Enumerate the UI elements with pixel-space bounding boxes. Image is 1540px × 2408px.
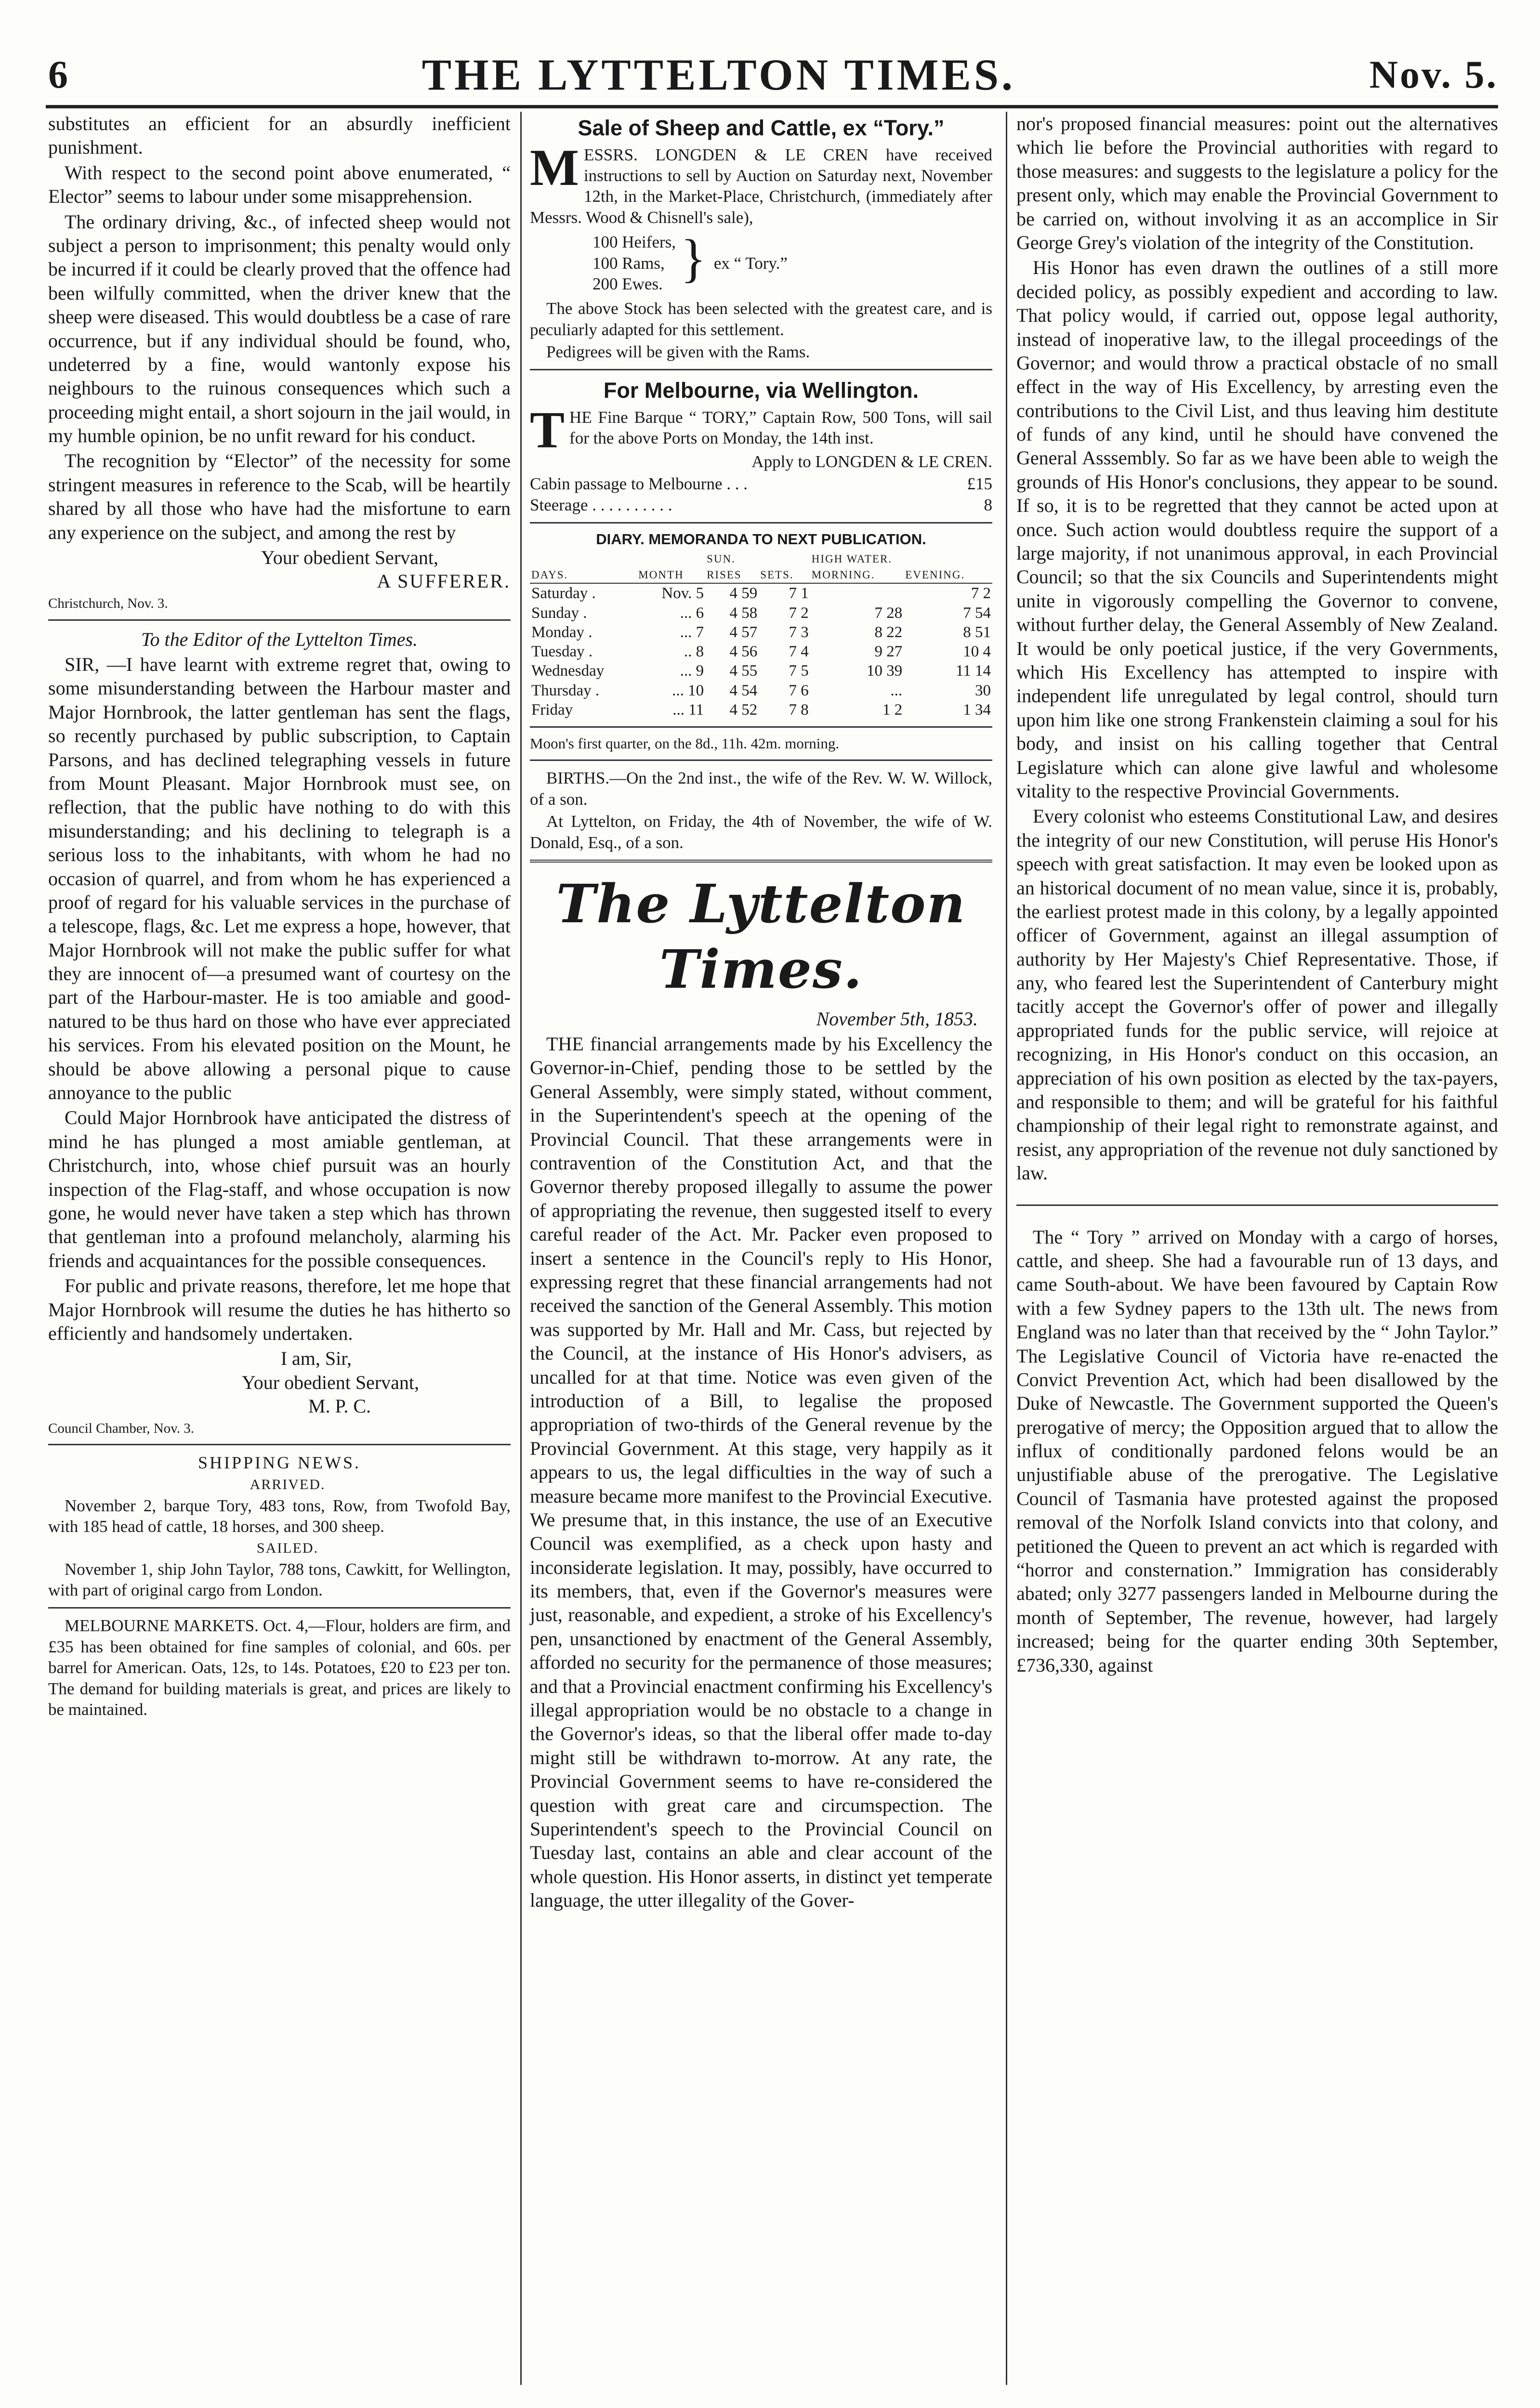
- diary-cell: Friday: [531, 701, 573, 719]
- diary-cell: 4 58: [729, 604, 758, 622]
- arrived-text: November 2, barque Tory, 483 tons, Row, from Twofold Bay, with 185 head of cattle, 18 horses, and 300 sheep.: [48, 1496, 511, 1536]
- diary-cell: 1 34: [963, 701, 991, 719]
- diary-cell: ... 7: [680, 623, 704, 641]
- moon-note: Moon's first quarter, on the 8d., 11h. 42m. morning.: [530, 735, 840, 752]
- diary-cell: 7 8: [789, 701, 809, 719]
- diary-cell: 10 4: [963, 643, 991, 661]
- sailed-text: November 1, ship John Taylor, 788 tons, Cawkitt, for Wellington, with part of original cargo from London.: [48, 1559, 511, 1600]
- column-divider: [1006, 112, 1007, 2385]
- brace-glyph: }: [681, 229, 706, 288]
- diary-cell: 8 51: [963, 623, 991, 641]
- melbourne-dropcap: T: [530, 402, 565, 459]
- diary-cell: [810, 583, 904, 603]
- diary: [530, 530, 992, 753]
- diary-cell: 7 1: [789, 585, 809, 602]
- diary-cell: 1 2: [882, 701, 903, 719]
- editorial-date: November 5th, 1853.: [816, 1008, 978, 1030]
- diary-header: SETS.: [759, 567, 810, 583]
- diary-cell: 11 14: [955, 662, 991, 680]
- diary-table: [530, 551, 992, 720]
- diary-cell: Monday .: [531, 623, 592, 641]
- sale-heading: Sale of Sheep and Cattle, ex “Tory.”: [578, 116, 945, 140]
- diary-header: MONTH: [637, 567, 705, 583]
- masthead: [48, 46, 1498, 104]
- editorial-paragraph: His Honor has even drawn the outlines of a still more decided policy, as possibly expedient and according to law. That policy would, if carried out, oppose legal authority, instead of inoperative law, to the illegal proceedings of the Governor; and would throw a practical obstacle of no small effect in the way of His Excellency, by arresting even the contributions to the Civil List, and thus leaving him destitute of funds of any kind, until he should have convened the General Asssembly. So far as we have been able to weigh the grounds of His Honor's conclusions, they appear to be sound. If so, it is to be regretted that they cannot be acted upon at once. Such action would doubtless require the support of a large majority, if not unanimous approval, in each Provincial Council; so that the six Councils and Superintendents might unite in vigorously compelling the Governor to convene, without further delay, the General Assembly of New Zealand. It would be only poetical justice, if the very Governments, which His Excellency has attempted to inspire with independent life unregulated by legal control, should turn upon him like one strong Frankenstein claiming a soul for his body, and insist on his calling together that Central Legislature which can alone give lawful and wholesome vitality to the respective Provincial Governments.: [1016, 257, 1498, 802]
- letter-place: Christchurch, Nov. 3.: [48, 595, 168, 611]
- section-rule: [530, 522, 992, 523]
- arrived-label: ARRIVED.: [250, 1476, 326, 1492]
- diary-row: [530, 681, 992, 700]
- letter-paragraph: The ordinary driving, &c., of infected sheep would not subject a person to imprisonment; this penalty would only be incurred if it could be clearly proved that the offence had been wilfully committed, when the driver knew that the sheep were diseased. This would doubtless be a case of rare occurrence, but if any individual should be found, who, undeterred by a fine, would wantonly expose his neighbours to the ruinous consequences which such a proceeding might entail, a short sojourn in the jail would, in my humble opinion, be no unfit reward for his conduct.: [48, 210, 511, 447]
- fare-row: [530, 495, 992, 515]
- section-rule: [48, 619, 511, 621]
- diary-cell: 30: [975, 681, 991, 699]
- diary-cell: 7 3: [789, 623, 809, 641]
- diary-cell: 7 2: [789, 604, 809, 622]
- diary-cell: 10 39: [867, 662, 903, 680]
- diary-cell: 4 52: [729, 701, 758, 719]
- column-divider: [520, 112, 522, 2385]
- section-rule: [1016, 1204, 1498, 1206]
- fare-price: 8: [984, 495, 992, 514]
- diary-cell: 7 4: [789, 643, 809, 661]
- diary-row: [530, 661, 992, 681]
- diary-cell: Sunday .: [531, 604, 587, 622]
- diary-group-water: HIGH WATER.: [811, 553, 893, 565]
- letter-paragraph: For public and private reasons, therefore, let me hope that Major Hornbrook will resume the duties he has hitherto so efficiently and handsomely undertaken.: [48, 1275, 511, 1344]
- sale-text: ESSRS. LONGDEN & LE CREN have received instructions to sell by Auction on Saturday next, November 12th, in the Market-Place, Christchurch, (immediately after Messrs. Wood & Chisnell's sale),: [530, 145, 992, 227]
- letter-paragraph: With respect to the second point above enumerated, “ Elector” seems to labour under some misapprehension.: [48, 161, 511, 208]
- apply-line: Apply to LONGDEN & LE CREN.: [751, 452, 992, 471]
- births-notice: At Lyttelton, on Friday, the 4th of November, the wife of W. Donald, Esq., of a son.: [530, 812, 992, 852]
- masthead-rule: [46, 105, 1498, 108]
- diary-cell: Nov. 5: [661, 585, 704, 602]
- stock-item: 200 Ewes.: [592, 274, 663, 293]
- paper-title-banner: The Lyttelton Times.: [556, 873, 966, 1000]
- letter-sufferer: [48, 112, 511, 613]
- letter-signature: A SUFFERER.: [377, 570, 511, 592]
- diary-cell: ... 11: [672, 701, 704, 719]
- diary-title: DIARY. MEMORANDA TO NEXT PUBLICATION.: [596, 531, 926, 548]
- newspaper-title: THE LYTTELTON TIMES.: [421, 50, 1016, 99]
- diary-row: [530, 583, 992, 603]
- diary-cell: 7 28: [874, 604, 903, 622]
- letter-paragraph: SIR, —I have learnt with extreme regret that, owing to some misunderstanding between the Harbour master and Major Hornbrook, the latter gentleman has sent the flags, so recently purchased by public subscription, to Captain Parsons, and has declined telegraphing vessels in future from Mount Pleasant. Major Hornbrook must see, on reflection, that the public have nothing to do with this misunderstanding; and his declining to telegraph is a serious loss to the inhabitants, with whom he had no occasion of quarrel, and from whom he has experienced a proof of regard for his valuable services in the purchase of a telescope, flags, &c. Let me express a hope, however, that Major Hornbrook will not make the public suffer for what they are innocent of—a presumed want of courtesy on the part of the Harbour-master. He is too amiable and good-natured to be thus hard on those who have ever appreciated his services. From his elevated position on the Mount, he should be above allowing a personal pique to cause annoyance to the public: [48, 654, 511, 1104]
- letter-paragraph: The recognition by “Elector” of the necessity for some stringent measures in reference to the Scab, will be heartily shared by all those who have had the misfortune to earn any experience on the subject, and among the rest by: [48, 450, 511, 543]
- letter-place: Council Chamber, Nov. 3.: [48, 1420, 195, 1436]
- melbourne-text: HE Fine Barque “ TORY,” Captain Row, 500 Tons, will sail for the above Ports on Monday, the 14th inst.: [569, 408, 992, 448]
- section-rule: [530, 860, 992, 863]
- diary-cell: 7 2: [971, 585, 991, 602]
- diary-cell: ... 9: [680, 662, 704, 680]
- sailed-label: SAILED.: [256, 1540, 319, 1556]
- diary-header: RISES: [705, 567, 759, 583]
- diary-cell: 7 5: [789, 662, 809, 680]
- diary-cell: 4 56: [729, 643, 758, 661]
- diary-row: [530, 603, 992, 623]
- diary-cell: .. 8: [684, 643, 704, 661]
- diary-group-sun: SUN.: [707, 553, 736, 565]
- shipping-news: [48, 1452, 511, 1600]
- diary-cell: ... 6: [680, 604, 704, 622]
- column-2: [530, 112, 992, 2385]
- letter-closing: Your obedient Servant,: [261, 547, 438, 569]
- letter-closing: I am, Sir,: [280, 1348, 352, 1370]
- diary-cell: 4 57: [729, 623, 758, 641]
- diary-cell: Tuesday .: [531, 643, 593, 661]
- diary-cell: 4 59: [729, 585, 758, 602]
- melbourne-markets: MELBOURNE MARKETS. Oct. 4,—Flour, holders are firm, and £35 has been obtained for fine samples of colonial, and 60s. per barrel for American. Oats, 12s, to 14s. Potatoes, £20 to £23 per ton. The demand for building materials is great, and prices are likely to be maintained.: [48, 1616, 511, 1719]
- letter-closing: Your obedient Servant,: [241, 1371, 419, 1393]
- section-rule: [48, 1444, 511, 1445]
- sale-note: Pedigrees will be given with the Rams.: [546, 342, 810, 362]
- stock-list: [592, 229, 992, 294]
- diary-cell: Wednesday: [531, 662, 605, 680]
- melbourne-advert: [530, 377, 992, 515]
- diary-cell: 4 54: [729, 681, 758, 699]
- diary-cell: Thursday .: [531, 681, 600, 699]
- diary-header: EVENING.: [904, 567, 992, 583]
- stock-item: 100 Heifers,: [592, 233, 676, 252]
- diary-row: [530, 623, 992, 642]
- letter-heading: To the Editor of the Lyttelton Times.: [141, 628, 418, 650]
- section-rule: [530, 759, 992, 761]
- births-notice: BIRTHS.—On the 2nd inst., the wife of the Rev. W. W. Willock, of a son.: [530, 769, 992, 809]
- fare-label: Cabin passage to Melbourne . . .: [530, 474, 748, 494]
- letter-paragraph: substitutes an efficient for an absurdly inefficient punishment.: [48, 113, 511, 158]
- column-1: [48, 112, 511, 2385]
- editorial-paragraph: THE financial arrangements made by his Excellency the Governor-in-Chief, pending those to be settled by the General Assembly, were simply stated, without comment, in the Superintendent's speech at the opening of the Provincial Council. That these arrangements were in contravention of the Constitution Act, and that the Governor thereby proposed illegally to assume the power of appropriating the revenue, then suggested itself to every careful reader of the Act. Mr. Packer even proposed to insert a sentence in the Council's reply to His Honor, expressing regret that these financial arrangements had not received the sanction of the General Assembly. This motion was supported by Mr. Hall and Mr. Cass, but rejected by the Council, at the instance of His Honor's advisers, as uncalled for at that time. Notice was even given of the introduction of a Bill, to legalise the proposed appropriation of two-thirds of the General revenue by the Provincial Government. At this stage, very happily as it appears to us, the legal difficulties in the way of such a measure became more manifest to the Provincial Executive. We presume that, in this instance, the use of an Executive Council was exemplified, as a check upon hasty and inconsiderate legislation. It may, possibly, have occurred to its members, that, even if the Governor's measures were just, reasonable, and expedient, a stroke of his Excellency's pen, unsanctioned by enactment of the General Assembly, afforded no security for the permanence of those measures; and that a Provincial enactment confirming his Excellency's illegal appropriation would be no obstacle to a change in the Governor's ideas, so that the liberal offer made to-day might still be withdrawn to-morrow. At any rate, the Provincial Government seems to have re-considered the question with great care and circumspection. The Superintendent's speech to the Provincial Council on Tuesday last, contains an able and clear account of the whole question. His Honor asserts, in distinct yet temperate language, the utter illegality of the Gover-: [530, 1033, 992, 1911]
- column-3: [1016, 112, 1498, 2385]
- diary-cell: ...: [890, 681, 903, 699]
- sale-advert: [530, 115, 992, 362]
- stock-item: 100 Rams,: [592, 253, 665, 273]
- issue-date: Nov. 5.: [1369, 52, 1498, 96]
- diary-cell: ... 10: [672, 681, 704, 699]
- letter-paragraph: Could Major Hornbrook have anticipated the distress of mind he has plunged a most amiable gentleman, at Christchurch, into, whose chief pursuit was an hourly inspection of the Flag-staff, and whose occupation is now gone, he would never have taken a step which has thrown that gentleman into a profound melancholy, alarming his friends and acquaintances for the possible consequences.: [48, 1107, 511, 1271]
- diary-row: [530, 700, 992, 720]
- tory-news-paragraph: The “ Tory ” arrived on Monday with a cargo of horses, cattle, and sheep. She had a favourable run of 13 days, and came South-about. We have been favoured by Captain Row with a few Sydney papers to the 13th ult. The news from England was no later than that received by the “ John Taylor.” The Legislative Council of Victoria have re-enacted the Convict Prevention Act, which had been disallowed by the Duke of Newcastle. The Government supported the Queen's prerogative of mercy; the Opposition argued that to allow the influx of conditionally pardoned felons would be an unjustifiable abuse of the prerogative. The Legislative Council of Tasmania have protested against the proposed removal of the Norfolk Island convicts into that colony, and petitioned the Queen to prevent an act which is regarded with “horror and consternation.” Immigration has considerably abated; only 3277 passengers landed in Melbourne during the month of September, The revenue, however, had largely increased; being for the quarter ending 30th September, £736,330, against: [1016, 1226, 1498, 1676]
- diary-cell: 4 55: [729, 662, 758, 680]
- fare-row: [530, 473, 992, 494]
- fare-price: £15: [967, 474, 992, 494]
- fare-label: Steerage . . . . . . . . . .: [530, 495, 672, 514]
- melbourne-heading: For Melbourne, via Wellington.: [603, 378, 919, 403]
- diary-cell: Saturday .: [531, 585, 596, 602]
- section-rule: [530, 369, 992, 370]
- letter-signature: M. P. C.: [308, 1395, 371, 1417]
- diary-cell: 8 22: [874, 623, 903, 641]
- diary-header: MORNING.: [810, 567, 904, 583]
- diary-cell: 9 27: [874, 643, 903, 661]
- editorial-paragraph: nor's proposed financial measures: point out the alternatives which lie before the Provincial authorities with regard to those measures: and suggests to the legislature a policy for the present only, which may enable the Provincial Government to be carried on, without involving it as an accomplice in Sir George Grey's violation of the integrity of the Constitution.: [1016, 113, 1498, 253]
- section-rule: [48, 1607, 511, 1609]
- sale-note: The above Stock has been selected with the greatest care, and is peculiarly adapted for this settlement.: [530, 299, 992, 339]
- diary-cell: 7 54: [963, 604, 991, 622]
- diary-header: DAYS.: [530, 567, 637, 583]
- section-rule: [530, 726, 992, 728]
- diary-row: [530, 642, 992, 661]
- diary-cell: 7 6: [789, 681, 809, 699]
- melbourne-body: [530, 402, 992, 459]
- letter-mpc: [48, 628, 511, 1438]
- sale-dropcap: M: [530, 139, 579, 196]
- sale-body: [530, 139, 992, 228]
- editorial-paragraph: Every colonist who esteems Constitutional Law, and desires the integrity of our new Constitution, will peruse His Honor's speech with great satisfaction. It may even be looked upon as an historical document of no mean value, since it is, probably, the earliest protest made in this colony, by a legally appointed officer of Government, against an illegal assumption of authority by Her Majesty's Chief Representative. Those, if any, who feared lest the Superintendent of Canterbury might tacitly accept the Governor's offer of power and illegally appropriated funds for the public service, will rejoice at recognizing, in His Honor's conduct on this occasion, an appreciation of his own position as elected by the tax-payers, and responsible to them; and will be grateful for his faithful championship of their legal right to remonstrate against, and resist, any appropriation of the revenue not duly sanctioned by law.: [1016, 805, 1498, 1184]
- page-number: 6: [48, 52, 68, 96]
- shipping-title: SHIPPING NEWS.: [197, 1453, 361, 1473]
- stock-source: ex “ Tory.”: [713, 253, 788, 273]
